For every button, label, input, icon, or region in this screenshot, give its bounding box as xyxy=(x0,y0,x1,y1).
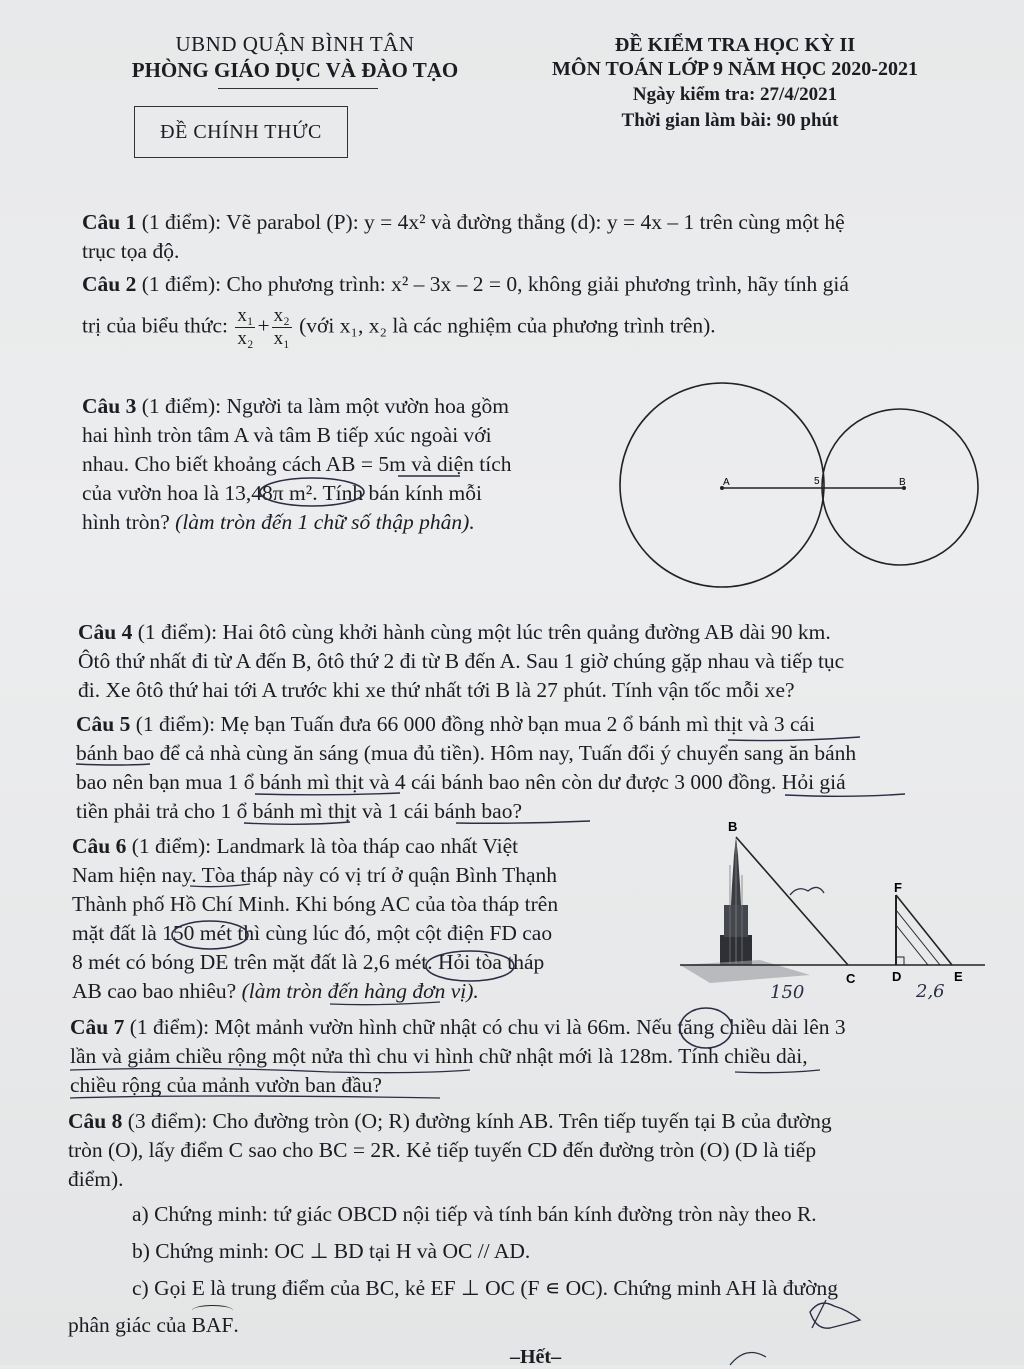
question-5: Câu 5 (1 điểm): Mẹ bạn Tuấn đưa 66 000 đồng nhờ bạn mua 2 ổ bánh mì thịt và 3 cái bánh bao để cả nhà cùng ăn sáng (mua đủ tiền). Hôm nay, Tuấn đổi ý chuyển sang ăn bánh bao nên bạn mua 1 ổ bánh mì thịt và 4 cái bánh bao nên còn dư được 3 000 đồng. Hỏi giá tiền phải trả cho 1 ổ bánh mì thịt và 1 cái bánh bao? xyxy=(76,712,857,823)
exam-date: Ngày kiểm tra: 27/4/2021 xyxy=(632,84,838,105)
question-8c: c) Gọi E là trung điểm của BC, kẻ EF ⊥ OC (F ∊ OC). Chứng minh AH là đường xyxy=(132,1276,839,1300)
hand-150: 150 xyxy=(770,982,805,1003)
hand-26: 2,6 xyxy=(916,981,945,1002)
end-marker: –Hết– xyxy=(510,1346,562,1368)
question-8c-cont: phân giác của BAF. xyxy=(68,1311,1003,1340)
label-e: E xyxy=(954,969,963,984)
question-4: Câu 4 (1 điểm): Hai ôtô cùng khởi hành cùng một lúc trên quảng đường AB dài 90 km. Ôtô thứ nhất đi từ A đến B, ôtô thứ 2 đi từ B đến A. Sau 1 giờ chúng gặp nhau và tiếp tục đi. Xe ôtô thứ hai tới A trước khi xe thứ nhất tới B là 27 phút. Tính vận tốc mỗi xe? xyxy=(78,620,845,702)
exam-duration: Thời gian làm bài: 90 phút xyxy=(621,110,839,131)
label-b: B xyxy=(728,819,738,834)
angle-baf: BAF xyxy=(192,1311,234,1340)
exam-title: ĐỀ KIỂM TRA HỌC KỲ II xyxy=(614,34,856,56)
fraction-x2-x1: $\frac{\text{x₂}}{\text{x₁}}$ xyxy=(273,305,290,349)
question-3: Câu 3 (1 điểm): Người ta làm một vườn hoa gồm hai hình tròn tâm A và tâm B tiếp xúc ngoài với nhau. Cho biết khoảng cách AB = 5m và diện tích của vườn hoa là 13,48π m². Tính bán kính mỗi hình tròn? (làm tròn đến 1 chữ số thập phân). xyxy=(82,394,512,534)
label-c: C xyxy=(846,971,856,986)
question-8b: b) Chứng minh: OC ⊥ BD tại H và OC // AD. xyxy=(132,1239,531,1263)
header-district: UBND QUẬN BÌNH TÂN xyxy=(175,32,415,56)
question-8: Câu 8 (3 điểm): Cho đường tròn (O; R) đường kính AB. Trên tiếp tuyến tại B của đường tròn (O), lấy điểm C sao cho BC = 2R. Kẻ tiếp tuyến CD đến đường tròn (O) (D là tiếp điểm). a) Chứng minh: tứ giác OBCD nội tiếp và tính bán kính đường tròn này theo R. b) Chứng minh: OC ⊥ BD tại H và OC // AD. c) Gọi E là trung điểm của BC, kẻ EF ⊥ OC (F ∊ OC). Chứng minh AH là đường phân giác của BAF. xyxy=(68,1107,1003,1340)
label-d: D xyxy=(892,969,902,984)
fraction-x1-x2: $\frac{\text{x₁}}{\text{x₂}}$ xyxy=(237,305,254,349)
label-5: 5 xyxy=(814,476,820,487)
label-b: B xyxy=(899,477,906,488)
exam-subject: MÔN TOÁN LỚP 9 NĂM HỌC 2020-2021 xyxy=(552,58,918,80)
question-2: Câu 2 (1 điểm): Cho phương trình: x² – 3x – 2 = 0, không giải phương trình, hãy tính giá trị của biểu thức: $\frac{\text{x₁}}{\text{x₂}}$ + $\frac{\text{x₂}}{\text{x₁}}$ (với x₁, x₂ là các nghiệm của phương trình trên). xyxy=(82,272,849,349)
label-f: F xyxy=(894,880,902,895)
question-7: Câu 7 (1 điểm): Một mảnh vườn hình chữ nhật có chu vi là 66m. Nếu tăng chiều dài lên 3 lần và giảm chiều rộng một nửa thì chu vi hình chữ nhật mới là 128m. Tính chiều dài, chiều rộng của mảnh vườn ban đầu? xyxy=(70,1015,846,1097)
label-a: A xyxy=(723,477,730,488)
question-6: Câu 6 (1 điểm): Landmark là tòa tháp cao nhất Việt Nam hiện nay. Tòa tháp này có vị trí ở quận Bình Thạnh Thành phố Hồ Chí Minh. Khi bóng AC của tòa tháp trên mặt đất là 150 mét thì cùng lúc đó, một cột điện FD cao 8 mét có bóng DE trên mặt đất là 2,6 mét. Hỏi tòa tháp AB cao bao nhiêu? (làm tròn đến hàng đơn vị). xyxy=(72,834,559,1003)
official-stamp-box: ĐỀ CHÍNH THỨC xyxy=(134,106,348,158)
question-8a: a) Chứng minh: tứ giác OBCD nội tiếp và tính bán kính đường tròn này theo R. xyxy=(132,1202,817,1226)
question-1: Câu 1 (1 điểm): Vẽ parabol (P): y = 4x² và đường thẳng (d): y = 4x – 1 trên cùng một hệ trục tọa độ. xyxy=(82,210,845,263)
header-department: PHÒNG GIÁO DỤC VÀ ĐÀO TẠO xyxy=(131,58,459,82)
